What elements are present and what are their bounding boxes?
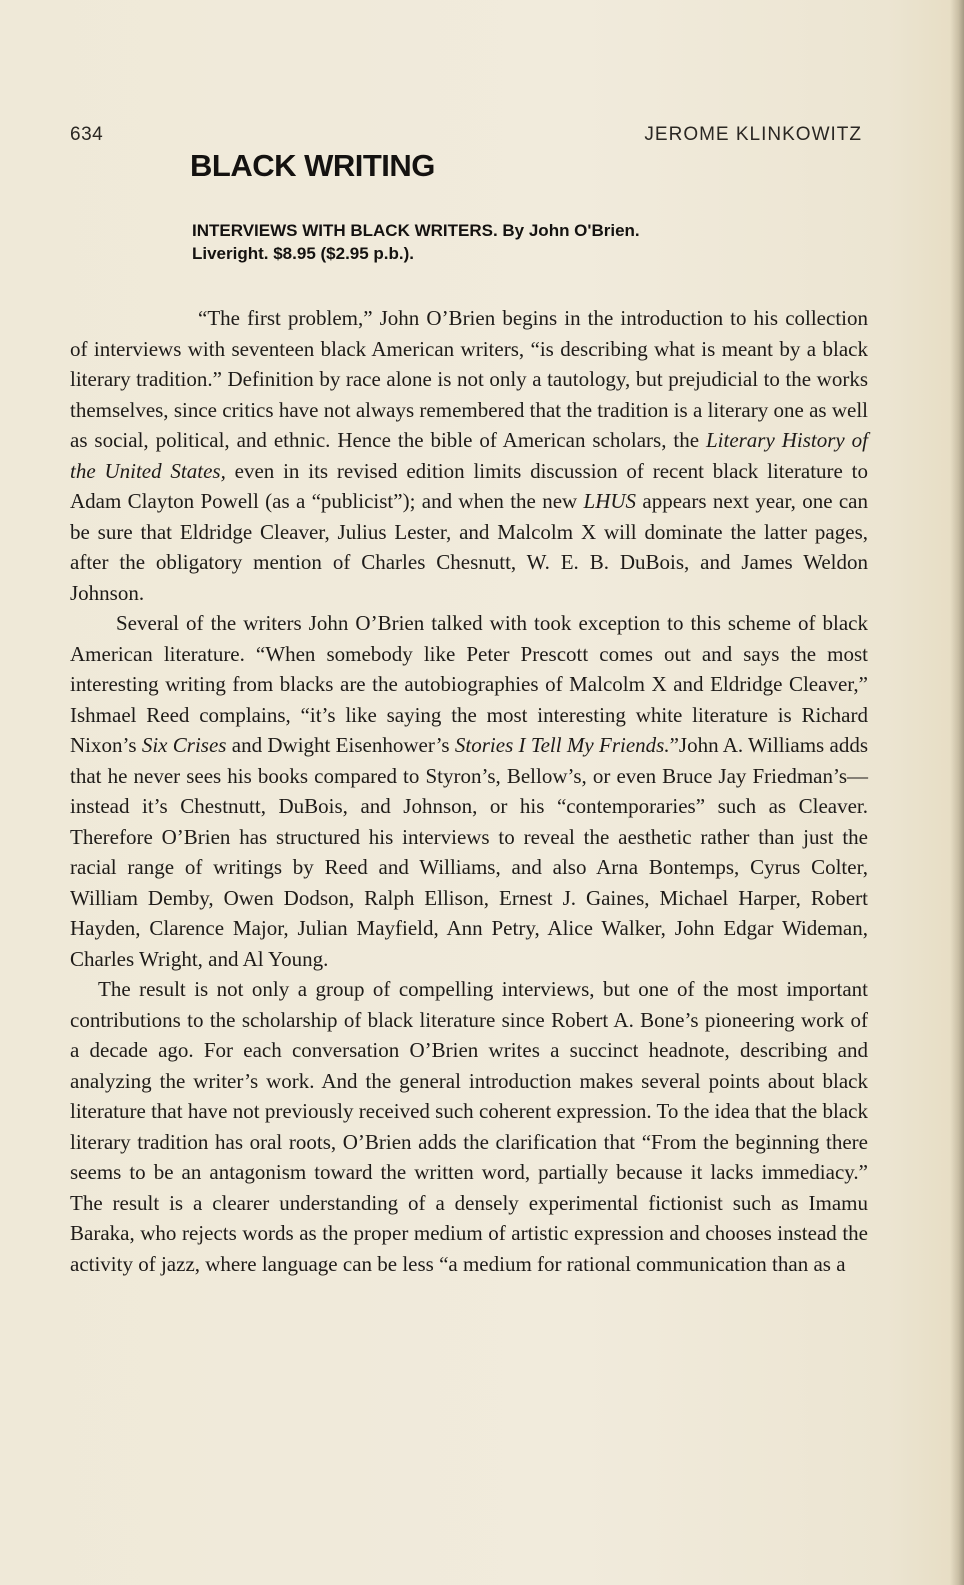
page-number: 634 [70, 124, 104, 145]
running-head-author: JEROME KLINKOWITZ [644, 124, 862, 145]
paragraph-1 [70, 303, 868, 608]
paragraph-text: even in its revised edition limits discussion of recent black literature to Adam Clayton Powell (as a “publicist”); and when the new [70, 458, 869, 513]
book-title-italic: LHUS [583, 489, 637, 513]
paragraph-text: and Dwight Eisenhower’s [226, 733, 455, 757]
paragraph-2 [70, 608, 868, 974]
book-title-italic: Stories I Tell My Friends. [454, 733, 670, 757]
book-title-italic: Six Crises [141, 733, 227, 757]
paragraph-text: ”John A. Williams adds that he never sees his books compared to Styron’s, Bellow’s, or even Bruce Jay Friedman’s—instead it’s Chestnutt, DuBois, and Johnson, or his “contemporaries” such as Cleaver. Therefore O’Brien has structured his interviews to reveal the aesthetic rather than just the racial range of writings by Reed and Williams, and also Arna Bontemps, Cyrus Colter, William Demby, Owen Dodson, Ralph Ellison, Ernest J. Gaines, Michael Harper, Robert Hayden, Clarence Major, Julian Mayfield, Ann Petry, Alice Walker, John Edgar Wideman, Charles Wright, and Al Young. [70, 733, 868, 971]
review-book-line: INTERVIEWS WITH BLACK WRITERS. By John O'Brien. [192, 221, 640, 240]
section-title: BLACK WRITING [190, 148, 435, 183]
paragraph-3 [70, 974, 868, 1279]
review-publisher-line: Liveright. $8.95 ($2.95 p.b.). [192, 244, 415, 263]
paragraph-text: “The first problem,” John O’Brien begins in the introduction to his collection of interviews with seventeen black American writers, “is describing what is meant by a black literary tradition.” Definition by race alone is not only a tautology, but prejudicial to the works themselves, since critics have not always remembered that the tradition is a literary one as well as social, political, and ethnic. Hence the bible of American scholars, the [70, 306, 868, 452]
review-header [192, 219, 812, 265]
book-title-italic: Literary History of the United States, [70, 428, 868, 483]
paragraph-text: Several of the writers John O’Brien talked with took exception to this scheme of black American literature. “When somebody like Peter Prescott comes out and says the most interesting writing from blacks are the autobiographies of Malcolm X and Eldridge Cleaver,” Ishmael Reed complains, “it’s like saying the most interesting white literature is Richard Nixon’s [70, 611, 868, 757]
article-body [70, 303, 868, 1279]
paragraph-text: The result is not only a group of compelling interviews, but one of the most important contributions to the scholarship of black literature since Robert A. Bone’s pioneering work of a decade ago. For each conversation O’Brien writes a succinct headnote, describing and analyzing the writer’s work. And the general introduction makes several points about black literature that have not previously received such coherent expression. To the idea that the black literary tradition has oral roots, O’Brien adds the clarification that “From the beginning there seems to be an antagonism toward the written word, partially because it lacks immediacy.” The result is a clearer understanding of a densely experimental fictionist such as Imamu Baraka, who rejects words as the proper medium of artistic expression and chooses instead the activity of jazz, where language can be less “a medium for rational communication than as a [70, 977, 868, 1276]
page-edge-shadow [950, 0, 964, 1585]
paragraph-text: appears next year, one can be sure that Eldridge Cleaver, Julius Lester, and Malcolm X will dominate the latter pages, after the obligatory mention of Charles Chesnutt, W. E. B. DuBois, and James Weldon Johnson. [70, 489, 868, 605]
